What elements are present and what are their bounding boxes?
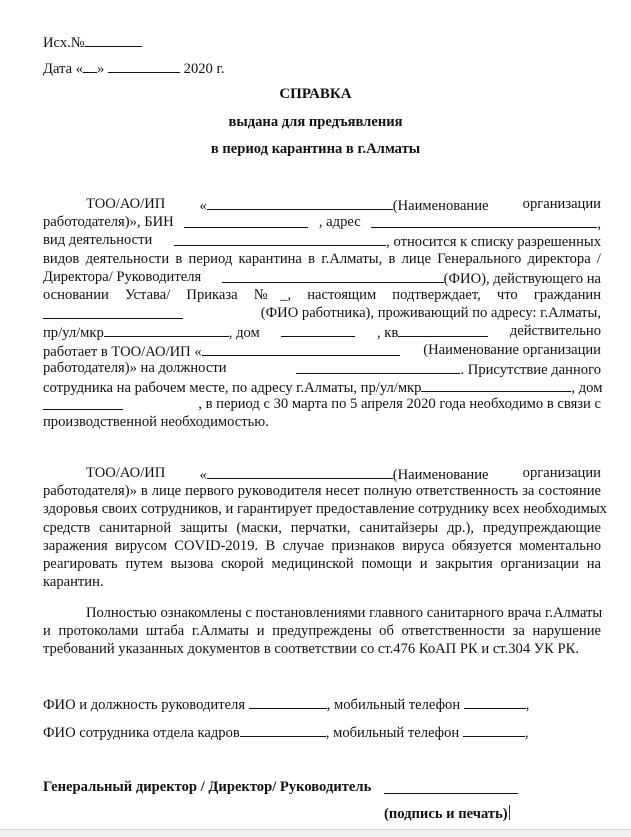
- head-contact-line: [43, 694, 529, 714]
- text: ,: [525, 697, 530, 713]
- text: работодателя)», БИН: [43, 214, 174, 231]
- employee-house-field[interactable]: [281, 322, 355, 337]
- text: и протоколами штаба г.Алматы и предупреждены об ответственности за нарушение: [43, 623, 601, 640]
- director-name-field[interactable]: [222, 268, 444, 283]
- text: ,: [597, 216, 601, 233]
- employee-street-field[interactable]: [104, 322, 229, 337]
- employee-apartment-field[interactable]: [398, 322, 488, 337]
- text: , дом: [228, 325, 260, 342]
- text: ТОО/АО/ИП: [86, 465, 166, 481]
- text: здоровья своих сотрудников, и гарантирует предоставление сотруднику всех необходимых: [43, 501, 607, 518]
- text: , относится к списку разрешенных: [386, 234, 601, 251]
- signature-note-line: [384, 805, 510, 823]
- text: «: [199, 198, 207, 214]
- text: «: [199, 467, 207, 483]
- date-label: Дата «: [43, 61, 84, 77]
- text: заражения вирусом COVID-2019. В случае признаков вируса обязуется моментально: [43, 537, 601, 554]
- outgoing-number-field[interactable]: [85, 32, 142, 47]
- hr-contact-line: [43, 722, 529, 742]
- text: видов деятельности в период карантина в г.Алматы, в лице Генерального директора /: [43, 250, 601, 267]
- paragraph-acknowledgement: [43, 604, 601, 659]
- text: ,: [524, 725, 529, 741]
- text: (Наименование организации: [423, 341, 601, 358]
- text: карантин.: [43, 574, 104, 591]
- text: вид деятельности: [43, 232, 153, 249]
- outgoing-number-label: Исх.№: [43, 35, 85, 51]
- employer-name-field-3[interactable]: [207, 464, 393, 479]
- workplace-house-field[interactable]: [43, 395, 123, 410]
- text: производственной необходимостью.: [43, 414, 269, 431]
- text: , кв: [376, 325, 399, 342]
- text: , адрес: [318, 214, 361, 231]
- hr-name-field[interactable]: [240, 722, 326, 737]
- text: пр/ул/мкр: [43, 325, 104, 342]
- signature-note: (подпись и печать): [384, 806, 508, 822]
- document-subtitle-2: в период карантина в г.Алматы: [210, 141, 421, 157]
- text: Директора/ Руководителя: [43, 268, 202, 285]
- text-cursor: [509, 805, 510, 820]
- workplace-street-field[interactable]: [421, 377, 571, 392]
- paragraph-responsibility: [43, 464, 607, 591]
- date-day-field[interactable]: [83, 58, 97, 73]
- text: средств санитарной защиты (маски, перчатки, санитайзеры др.), предупреждающие: [43, 519, 601, 536]
- position-field[interactable]: [296, 359, 460, 374]
- head-name-field[interactable]: [249, 694, 327, 709]
- employer-name-field-2[interactable]: [202, 341, 400, 356]
- text: работодателя)» на должности: [43, 359, 227, 376]
- document-title: СПРАВКА: [279, 86, 352, 102]
- text: работодателя)» в лице первого руководителя несет полную ответственность за состояние: [43, 483, 601, 500]
- date-quote: »: [97, 61, 105, 77]
- text: работает в ТОО/АО/ИП «: [43, 343, 202, 360]
- activity-type-field[interactable]: [174, 231, 386, 246]
- text: (Наименование: [392, 467, 489, 483]
- text: (Наименование: [392, 198, 489, 214]
- head-phone-label: , мобильный телефон: [326, 697, 461, 713]
- signatory-role: Генеральный директор / Директор/ Руководитель: [43, 779, 372, 795]
- head-phone-field[interactable]: [464, 694, 526, 709]
- text: (ФИО работника), проживающий по адресу: г.Алматы,: [260, 305, 601, 322]
- text: действительно: [509, 323, 601, 340]
- document-subtitle-1: выдана для предъявления: [228, 114, 403, 130]
- date-line: [43, 58, 224, 78]
- text: организации: [522, 465, 601, 481]
- text: , в период с 30 марта по 5 апреля 2020 года необходимо в связи с: [198, 396, 601, 413]
- bin-field[interactable]: [184, 213, 308, 228]
- text: Полностью ознакомлены с постановлениями главного санитарного врача г.Алматы: [86, 605, 603, 621]
- text: реагировать путем вызова скорой медицинской помощи и закрытия организации на: [43, 555, 601, 572]
- outgoing-number-line: [43, 32, 142, 52]
- date-month-field[interactable]: [108, 58, 180, 73]
- head-contact-label: ФИО и должность руководителя: [43, 697, 246, 713]
- text: . Присутствие данного: [460, 361, 601, 378]
- text: ТОО/АО/ИП: [86, 196, 166, 212]
- signature-field[interactable]: [384, 779, 518, 794]
- employer-name-field[interactable]: [207, 195, 393, 210]
- text: требований указанных документов в соответствии со ст.476 КоАП РК и ст.304 УК РК.: [43, 641, 579, 658]
- text: (ФИО), действующего на: [443, 270, 601, 287]
- hr-phone-label: , мобильный телефон: [325, 725, 460, 741]
- text: организации: [522, 196, 601, 212]
- signature-line: [43, 778, 371, 796]
- text: сотрудника на рабочем месте, по адресу г.Алматы, пр/ул/мкр: [43, 379, 422, 396]
- text: основании Устава/ Приказа №_, настоящим подтверждает, что гражданин: [43, 286, 601, 303]
- paragraph-employer-info: [43, 195, 601, 431]
- text: , дом: [571, 379, 603, 396]
- hr-contact-label: ФИО сотрудника отдела кадров: [43, 725, 240, 741]
- address-field[interactable]: [371, 213, 597, 228]
- date-year: 2020 г.: [183, 61, 225, 77]
- hr-phone-field[interactable]: [463, 722, 525, 737]
- employee-name-field[interactable]: [43, 304, 183, 319]
